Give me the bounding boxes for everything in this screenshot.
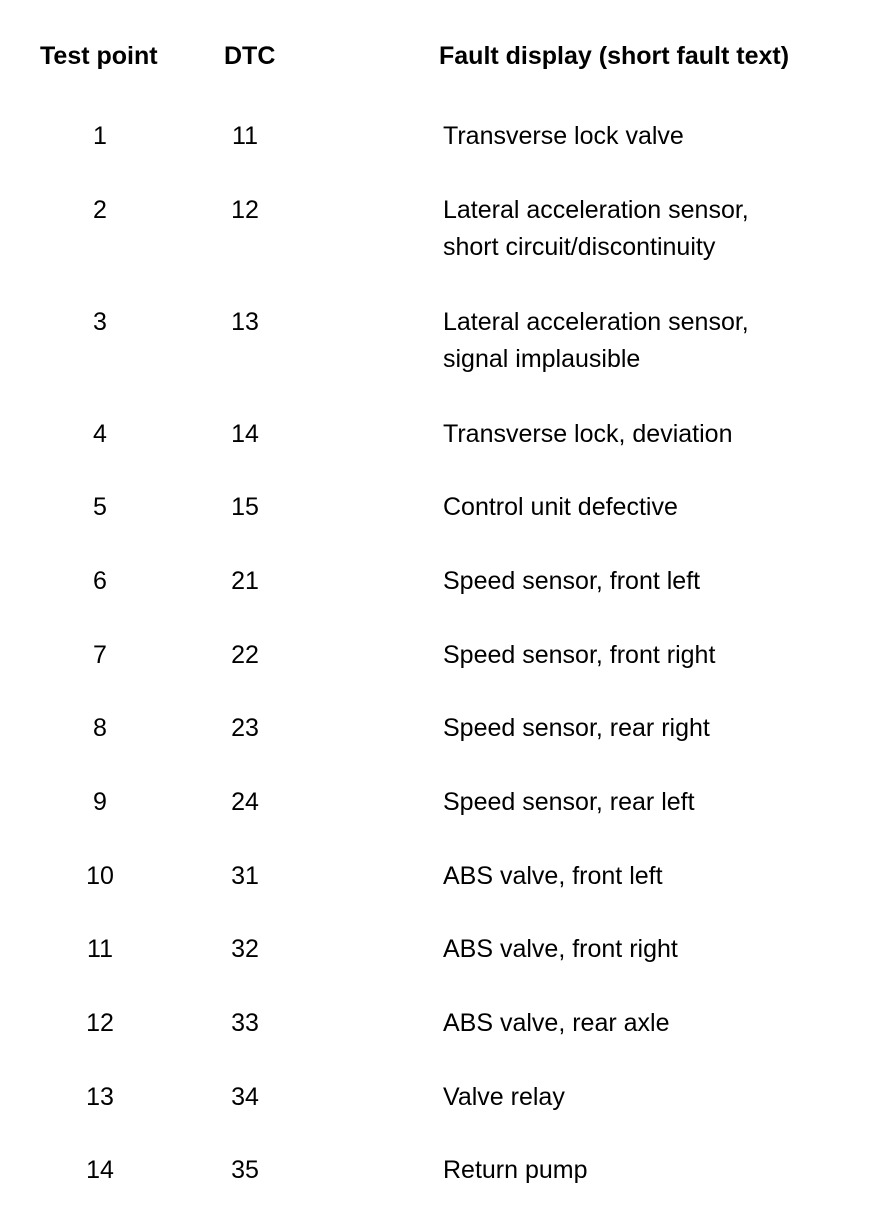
- test-point-cell: 2: [93, 196, 107, 224]
- test-point-cell: 13: [86, 1083, 114, 1111]
- fault-text-line: Control unit defective: [443, 493, 678, 521]
- fault-text-line: Speed sensor, front left: [443, 567, 701, 595]
- table-header: [0, 42, 880, 78]
- header-dtc: DTC: [224, 42, 276, 70]
- fault-text-line: ABS valve, front right: [443, 935, 678, 963]
- dtc-cell: 12: [231, 196, 259, 224]
- fault-text-cell: [443, 118, 684, 155]
- fault-text-line: Valve relay: [443, 1083, 565, 1111]
- fault-text-line: signal implausible: [443, 345, 641, 373]
- fault-text-cell: [443, 637, 715, 674]
- fault-text-line: ABS valve, front left: [443, 862, 663, 890]
- dtc-cell: 11: [232, 122, 258, 150]
- dtc-cell: 14: [231, 420, 259, 448]
- fault-text-line: Return pump: [443, 1156, 588, 1184]
- dtc-cell: 34: [231, 1083, 259, 1111]
- fault-text-line: Lateral acceleration sensor,: [443, 196, 749, 224]
- fault-text-cell: [443, 710, 710, 747]
- fault-text-line: Speed sensor, front right: [443, 641, 716, 669]
- test-point-cell: 11: [87, 935, 113, 963]
- test-point-cell: 10: [86, 862, 114, 890]
- header-fault-display: Fault display (short fault text): [439, 42, 790, 70]
- dtc-cell: 31: [231, 862, 259, 890]
- fault-text-cell: [443, 1079, 565, 1116]
- header-test-point: Test point: [40, 42, 158, 70]
- test-point-cell: 6: [93, 567, 107, 595]
- test-point-cell: 3: [93, 308, 107, 336]
- dtc-cell: 13: [231, 308, 259, 336]
- test-point-cell: 8: [93, 714, 107, 742]
- test-point-cell: 7: [93, 641, 107, 669]
- fault-text-line: Transverse lock, deviation: [443, 420, 733, 448]
- test-point-cell: 14: [86, 1156, 114, 1184]
- dtc-cell: 15: [231, 493, 259, 521]
- dtc-cell: 35: [231, 1156, 259, 1184]
- dtc-cell: 23: [231, 714, 259, 742]
- fault-text-line: Speed sensor, rear left: [443, 788, 695, 816]
- dtc-cell: 33: [231, 1009, 259, 1037]
- test-point-cell: 1: [93, 122, 107, 150]
- fault-text-cell: [443, 304, 749, 378]
- fault-text-cell: [443, 858, 663, 895]
- fault-text-cell: [443, 416, 732, 453]
- dtc-cell: 22: [231, 641, 259, 669]
- fault-text-line: Transverse lock valve: [443, 122, 684, 150]
- fault-text-line: ABS valve, rear axle: [443, 1009, 670, 1037]
- test-point-cell: 12: [86, 1009, 114, 1037]
- fault-text-line: Speed sensor, rear right: [443, 714, 710, 742]
- fault-text-cell: [443, 1005, 670, 1042]
- test-point-cell: 9: [93, 788, 107, 816]
- fault-text-cell: [443, 784, 695, 821]
- fault-text-cell: [443, 563, 700, 600]
- dtc-cell: 21: [231, 567, 259, 595]
- fault-text-cell: [443, 1152, 588, 1189]
- test-point-cell: 4: [93, 420, 107, 448]
- fault-text-line: Lateral acceleration sensor,: [443, 308, 749, 336]
- fault-text-cell: [443, 931, 678, 968]
- dtc-cell: 24: [231, 788, 259, 816]
- fault-text-cell: [443, 489, 678, 526]
- fault-text-cell: [443, 192, 749, 266]
- dtc-cell: 32: [231, 935, 259, 963]
- fault-text-line: short circuit/discontinuity: [443, 233, 716, 261]
- test-point-cell: 5: [93, 493, 107, 521]
